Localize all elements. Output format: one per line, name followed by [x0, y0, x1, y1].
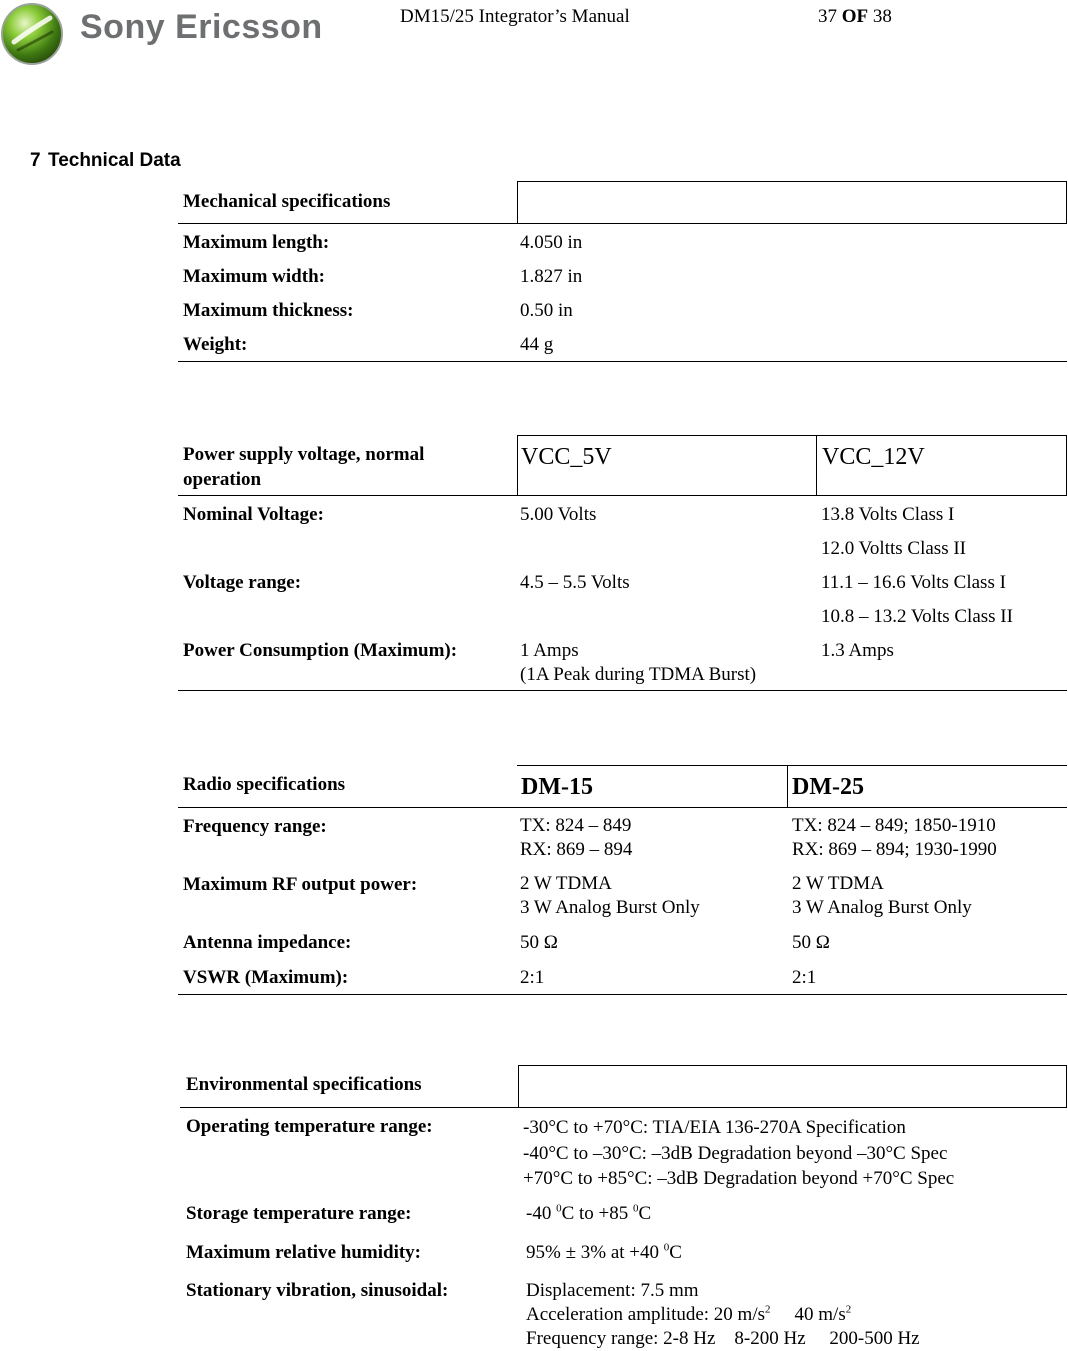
mech-width-value: 1.827 in — [520, 266, 583, 287]
voltage-range-12v-class2: 10.8 – 13.2 Volts Class II — [821, 606, 1013, 627]
sony-ericsson-logo-icon — [0, 0, 66, 66]
power-title-line1: Power supply voltage, normal — [183, 444, 425, 465]
radio-header-bottom-rule — [178, 807, 1067, 808]
power-consumption-label: Power Consumption (Maximum): — [183, 640, 458, 661]
power-title-line2: operation — [183, 469, 262, 490]
nominal-voltage-label: Nominal Voltage: — [183, 504, 324, 525]
radio-col2-header: DM-25 — [792, 774, 864, 800]
mech-length-label: Maximum length: — [183, 232, 330, 253]
freq-dm25-tx: TX: 824 – 849; 1850-1910 — [792, 815, 996, 836]
radio-bottom-rule — [178, 994, 1067, 995]
storage-temp-label: Storage temperature range: — [186, 1203, 412, 1224]
nominal-voltage-12v-class1: 13.8 Volts Class I — [821, 504, 955, 525]
operating-temp-low: -40°C to –30°C: –3dB Degradation beyond –30°C Spec — [523, 1143, 948, 1164]
voltage-range-5v: 4.5 – 5.5 Volts — [520, 572, 630, 593]
storage-temp-value: -40 $^0$C to +85 $^0$C — [526, 1202, 652, 1224]
voltage-range-label: Voltage range: — [183, 572, 302, 593]
antenna-dm15: 50 Ω — [520, 932, 558, 953]
radio-header-divider — [787, 765, 788, 807]
voltage-range-12v-class1: 11.1 – 16.6 Volts Class I — [821, 572, 1006, 593]
rf-output-label: Maximum RF output power: — [183, 874, 418, 895]
mechanical-header-box — [517, 181, 1067, 224]
mech-width-label: Maximum width: — [183, 266, 325, 287]
section-title: Technical Data — [48, 150, 181, 171]
operating-temp-high: +70°C to +85°C: –3dB Degradation beyond +70°C Spec — [523, 1168, 955, 1189]
power-consumption-12v: 1.3 Amps — [821, 640, 894, 661]
power-consumption-5v: 1 Amps — [520, 640, 579, 661]
document-title: DM15/25 Integrator’s Manual — [400, 6, 630, 27]
section-number: 7 — [30, 150, 41, 171]
rf-dm25-analog: 3 W Analog Burst Only — [792, 897, 972, 918]
mechanical-bottom-rule — [178, 361, 1067, 362]
vibration-acceleration: Acceleration amplitude: 20 $m/s^2$ 40 $m/s^2$ — [526, 1303, 852, 1325]
environmental-header-box — [518, 1065, 1067, 1108]
vibration-displacement: Displacement: 7.5 mm — [526, 1280, 699, 1301]
page-number: 37 OF 38 — [818, 6, 892, 27]
power-col2-header: VCC_12V — [822, 444, 925, 470]
frequency-range-label: Frequency range: — [183, 816, 327, 837]
mechanical-header-rule — [178, 223, 518, 224]
mech-thickness-label: Maximum thickness: — [183, 300, 354, 321]
environmental-header-rule — [180, 1107, 519, 1108]
mech-thickness-value: 0.50 in — [520, 300, 573, 321]
mech-weight-value: 44 g — [520, 334, 554, 355]
brand-name: Sony Ericsson — [80, 8, 323, 46]
vibration-frequency: Frequency range: 2-8 Hz 8-200 Hz 200-500 Hz — [526, 1328, 920, 1349]
antenna-dm25: 50 Ω — [792, 932, 830, 953]
radio-header-top-rule — [517, 765, 1067, 766]
power-bottom-rule — [178, 690, 1067, 691]
vibration-label: Stationary vibration, sinusoidal: — [186, 1280, 449, 1301]
operating-temp-label: Operating temperature range: — [186, 1116, 433, 1137]
rf-dm15-tdma: 2 W TDMA — [520, 873, 612, 894]
humidity-label: Maximum relative humidity: — [186, 1242, 422, 1263]
vswr-label: VSWR (Maximum): — [183, 967, 349, 988]
mechanical-title: Mechanical specifications — [183, 191, 391, 212]
humidity-value: 95% ± 3% at +40 $^0$C — [526, 1241, 682, 1263]
radio-title: Radio specifications — [183, 774, 346, 795]
power-header-rule — [178, 495, 518, 496]
rf-dm25-tdma: 2 W TDMA — [792, 873, 884, 894]
mech-weight-label: Weight: — [183, 334, 248, 355]
nominal-voltage-12v-class2: 12.0 Voltts Class II — [821, 538, 966, 559]
power-col1-header: VCC_5V — [521, 444, 612, 470]
mech-length-value: 4.050 in — [520, 232, 583, 253]
antenna-impedance-label: Antenna impedance: — [183, 932, 352, 953]
radio-col1-header: DM-15 — [521, 774, 593, 800]
operating-temp-spec: -30°C to +70°C: TIA/EIA 136-270A Specification — [523, 1117, 906, 1138]
rf-dm15-analog: 3 W Analog Burst Only — [520, 897, 700, 918]
freq-dm25-rx: RX: 869 – 894; 1930-1990 — [792, 839, 997, 860]
vswr-dm25: 2:1 — [792, 967, 817, 988]
environmental-title: Environmental specifications — [186, 1074, 422, 1095]
vswr-dm15: 2:1 — [520, 967, 545, 988]
freq-dm15-tx: TX: 824 – 849 — [520, 815, 632, 836]
nominal-voltage-5v: 5.00 Volts — [520, 504, 597, 525]
freq-dm15-rx: RX: 869 – 894 — [520, 839, 633, 860]
power-consumption-5v-peak: (1A Peak during TDMA Burst) — [520, 664, 757, 685]
